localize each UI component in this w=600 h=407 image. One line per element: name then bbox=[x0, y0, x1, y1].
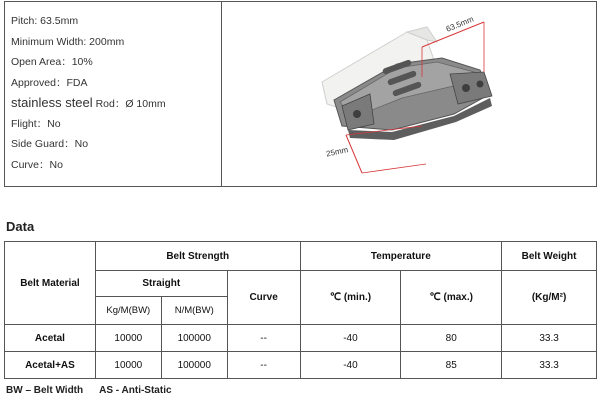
header-belt-material: Belt Material bbox=[5, 242, 96, 325]
cell-n: 100000 bbox=[161, 325, 227, 352]
spec-pitch: Pitch: 63.5mm bbox=[11, 15, 79, 27]
cell-temp-min: -40 bbox=[300, 352, 401, 379]
header-curve: Curve bbox=[227, 271, 300, 325]
cell-kg: 10000 bbox=[95, 325, 161, 352]
width-dimension-label: 25mm bbox=[325, 145, 349, 159]
spec-side-guard: Side Guard：No bbox=[11, 138, 89, 150]
pitch-dimension-label: 63.5mm bbox=[444, 14, 475, 34]
footnote bbox=[6, 385, 172, 396]
rod-hole-right-2 bbox=[477, 81, 484, 88]
section-title: Data bbox=[6, 219, 35, 234]
belt-module-drawing bbox=[222, 2, 597, 186]
belt-module-illustration bbox=[222, 2, 596, 186]
spec-panel bbox=[4, 1, 597, 187]
table-row bbox=[5, 352, 597, 379]
data-table bbox=[4, 241, 597, 379]
spec-curve: Curve：No bbox=[11, 158, 63, 171]
cell-temp-max: 85 bbox=[401, 352, 502, 379]
header-straight: Straight bbox=[95, 271, 227, 297]
spec-rod bbox=[11, 93, 221, 114]
footnote-bw: BW – Belt Width bbox=[6, 385, 84, 396]
cell-weight: 33.3 bbox=[502, 352, 597, 379]
spec-open-area: Open Area：10% bbox=[11, 56, 93, 68]
width-extension-bottom bbox=[362, 164, 426, 173]
footnote-as: AS - Anti-Static bbox=[99, 385, 172, 396]
cell-material: Acetal+AS bbox=[5, 352, 96, 379]
header-unit-n: N/M(BW) bbox=[161, 297, 227, 325]
cell-temp-max: 80 bbox=[401, 325, 502, 352]
cell-curve: -- bbox=[227, 352, 300, 379]
spec-list bbox=[5, 2, 222, 186]
header-belt-strength: Belt Strength bbox=[95, 242, 300, 271]
header-unit-kg: Kg/M(BW) bbox=[95, 297, 161, 325]
spec-rod-diameter: Rod：Ø 10mm bbox=[92, 98, 166, 110]
cell-material: Acetal bbox=[5, 325, 96, 352]
header-temp-max: ℃ (max.) bbox=[401, 271, 502, 325]
spec-approved: Approved：FDA bbox=[11, 76, 88, 89]
spec-flight: Flight：No bbox=[11, 117, 61, 130]
cell-n: 100000 bbox=[161, 352, 227, 379]
spec-rod-material: stainless steel bbox=[11, 95, 93, 110]
header-temp-min: ℃ (min.) bbox=[300, 271, 401, 325]
cell-temp-min: -40 bbox=[300, 325, 401, 352]
header-temperature: Temperature bbox=[300, 242, 502, 271]
cell-weight: 33.3 bbox=[502, 325, 597, 352]
table-row bbox=[5, 325, 597, 352]
header-weight-unit: (Kg/M²) bbox=[502, 271, 597, 325]
rod-hole-left bbox=[353, 110, 361, 118]
rod-hole-right-1 bbox=[462, 84, 470, 92]
cell-curve: -- bbox=[227, 325, 300, 352]
cell-kg: 10000 bbox=[95, 352, 161, 379]
spec-min-width: Minimum Width: 200mm bbox=[11, 35, 125, 48]
header-belt-weight: Belt Weight bbox=[502, 242, 597, 271]
